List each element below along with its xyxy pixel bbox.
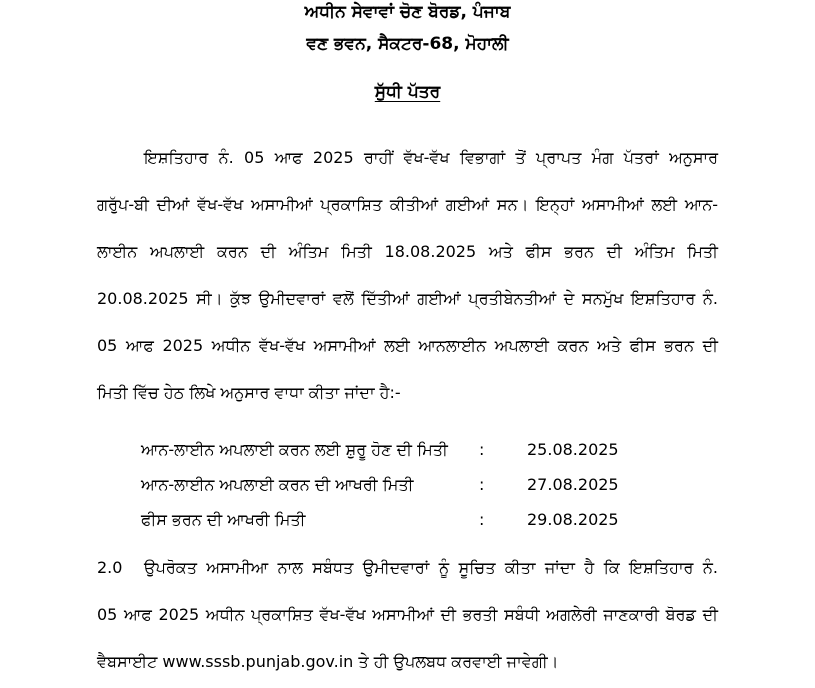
- date-value: 29.08.2025: [527, 510, 619, 529]
- date-colon: :: [479, 440, 485, 459]
- paragraph-1-line: ਗਰੁੱਪ-ਬੀ ਦੀਆਂ ਵੱਖ-ਵੱਖ ਅਸਾਮੀਆਂ ਪ੍ਰਕਾਸ਼ਿਤ ਕੀਤੀਆਂ ਗਈਆਂ ਸਨ। ਇਨ੍ਹਾਂ ਅਸਾਮੀਆਂ ਲਈ ਆਨ-: [97, 195, 718, 214]
- paragraph-1-line: 20.08.2025 ਸੀ। ਕੁੱਝ ਉਮੀਦਵਾਰਾਂ ਵਲੋਂ ਦਿੱਤੀਆਂ ਗਈਆਂ ਪ੍ਰਤੀਬੇਨਤੀਆਂ ਦੇ ਸਨਮੁੱਖ ਇਸ਼ਤਿਹਾਰ ਨੰ.: [97, 289, 718, 308]
- date-value: 25.08.2025: [527, 440, 619, 459]
- document-title: [0, 82, 815, 102]
- paragraph-2-line: 05 ਆਫ 2025 ਅਧੀਨ ਪ੍ਰਕਾਸ਼ਿਤ ਵੱਖ-ਵੱਖ ਅਸਾਮੀਆਂ ਦੀ ਭਰਤੀ ਸਬੰਧੀ ਅਗਲੇਰੀ ਜਾਣਕਾਰੀ ਬੋਰਡ ਦੀ: [97, 605, 718, 624]
- paragraph-2-line: ਵੈਬਸਾਈਟ www.sssb.punjab.gov.in ਤੇ ਹੀ ਉਪਲਬਧ ਕਰਵਾਈ ਜਾਵੇਗੀ।: [97, 652, 559, 671]
- date-colon: :: [479, 510, 485, 529]
- paragraph-1-line: ਇਸ਼ਤਿਹਾਰ ਨੰ. 05 ਆਫ 2025 ਰਾਹੀਂ ਵੱਖ-ਵੱਖ ਵਿਭਾਗਾਂ ਤੋਂ ਪ੍ਰਾਪਤ ਮੰਗ ਪੱਤਰਾਂ ਅਨੁਸਾਰ: [144, 148, 718, 167]
- date-colon: :: [479, 475, 485, 494]
- paragraph-1-line: 05 ਆਫ 2025 ਅਧੀਨ ਵੱਖ-ਵੱਖ ਅਸਾਮੀਆਂ ਲਈ ਆਨਲਾਈਨ ਅਪਲਾਈ ਕਰਨ ਅਤੇ ਫੀਸ ਭਰਨ ਦੀ: [97, 336, 718, 355]
- paragraph-1-line: ਲਾਈਨ ਅਪਲਾਈ ਕਰਨ ਦੀ ਅੰਤਿਮ ਮਿਤੀ 18.08.2025 ਅਤੇ ਫੀਸ ਭਰਨ ਦੀ ਅੰਤਿਮ ਮਿਤੀ: [97, 242, 718, 261]
- date-label: ਆਨ-ਲਾਈਨ ਅਪਲਾਈ ਕਰਨ ਦੀ ਆਖਰੀ ਮਿਤੀ: [141, 475, 414, 494]
- section-number: 2.0: [97, 558, 123, 577]
- date-label: ਫੀਸ ਭਰਨ ਦੀ ਆਖਰੀ ਮਿਤੀ: [141, 510, 306, 529]
- date-value: 27.08.2025: [527, 475, 619, 494]
- paragraph-2-line: ਉਪਰੋਕਤ ਅਸਾਮੀਆ ਨਾਲ ਸਬੰਧਤ ਉਮੀਦਵਾਰਾਂ ਨੂੰ ਸੂਚਿਤ ਕੀਤਾ ਜਾਂਦਾ ਹੈ ਕਿ ਇਸ਼ਤਿਹਾਰ ਨੰ.: [144, 558, 718, 577]
- address-heading: ਵਣ ਭਵਨ, ਸੈਕਟਰ-68, ਮੋਹਾਲੀ: [306, 34, 509, 54]
- date-label: ਆਨ-ਲਾਈਨ ਅਪਲਾਈ ਕਰਨ ਲਈ ਸ਼ੁਰੂ ਹੋਣ ਦੀ ਮਿਤੀ: [141, 440, 448, 459]
- paragraph-1-line: ਮਿਤੀ ਵਿੱਚ ਹੇਠ ਲਿਖੇ ਅਨੁਸਾਰ ਵਾਧਾ ਕੀਤਾ ਜਾਂਦਾ ਹੈ:-: [97, 383, 401, 402]
- document-title-text: ਸੁੱਧੀ ਪੱਤਰ: [374, 82, 441, 102]
- organisation-heading: ਅਧੀਨ ਸੇਵਾਵਾਂ ਚੋਣ ਬੋਰਡ, ਪੰਜਾਬ: [304, 2, 511, 22]
